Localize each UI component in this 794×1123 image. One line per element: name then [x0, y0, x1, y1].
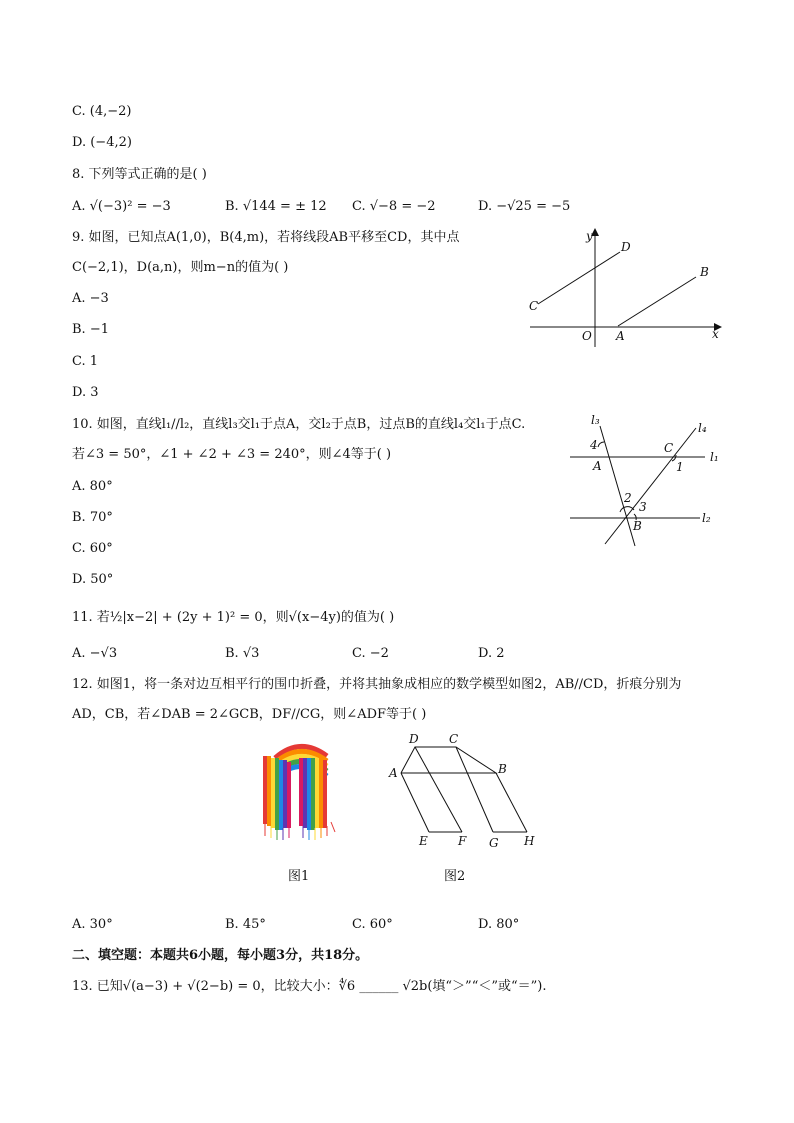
label-3: 3: [639, 500, 647, 514]
label-h: H: [524, 834, 535, 848]
q12-figure2: [385, 730, 540, 855]
q8-option-b: B. √144 = ± 12: [225, 199, 327, 214]
q10-option-c: C. 60°: [72, 541, 113, 556]
label-c: C: [529, 299, 539, 313]
segment-df: [415, 747, 462, 832]
q12-option-a: A. 30°: [72, 917, 113, 932]
segment-bh: [496, 773, 527, 832]
label-d: D: [409, 732, 419, 746]
label-1: 1: [676, 460, 684, 474]
q9-figure: [520, 222, 730, 352]
quad-adcb: [401, 747, 496, 773]
label-o: O: [582, 329, 592, 343]
q9-option-a: A. −3: [72, 291, 109, 306]
q10-option-a: A. 80°: [72, 479, 113, 494]
q9-stem-line2: C(−2,1)，D(a,n)，则m−n的值为( ): [72, 260, 289, 275]
q13-stem: 13. 已知√(a−3) + √(2−b) = 0，比较大小：∜6 ______ √2b(填“＞”“＜”或“＝”).: [72, 979, 547, 994]
q12-stem-line1: 12. 如图1，将一条对边互相平行的围巾折叠，并将其抽象成相应的数学模型如图2，AB//CD，折痕分别为: [72, 677, 682, 692]
label-2: 2: [624, 491, 632, 505]
label-c: C: [449, 732, 459, 746]
label-4: 4: [590, 438, 598, 452]
label-d: D: [621, 240, 631, 254]
label-x: x: [712, 327, 719, 341]
q12-option-c: C. 60°: [352, 917, 393, 932]
label-c: C: [664, 441, 674, 455]
q10-option-d: D. 50°: [72, 572, 114, 587]
label-l4: l₄: [698, 421, 707, 435]
line-l4: [605, 428, 696, 544]
label-y: y: [586, 229, 593, 243]
scarf-left-tail: [263, 756, 291, 830]
label-b: B: [633, 519, 642, 533]
label-f: F: [458, 834, 467, 848]
q10-option-b: B. 70°: [72, 510, 113, 525]
angle4-arc: [598, 442, 604, 447]
label-a: A: [389, 766, 398, 780]
section2-title: 二、填空题：本题共6小题，每小题3分，共18分。: [72, 948, 369, 963]
label-a: A: [593, 459, 602, 473]
q11-option-c: C. −2: [352, 646, 389, 661]
q8-option-a: A. √(−3)² = −3: [72, 199, 171, 214]
q9-option-d: D. 3: [72, 385, 99, 400]
q12-option-d: D. 80°: [478, 917, 520, 932]
label-b: B: [498, 762, 507, 776]
q7-option-d: D. (−4,2): [72, 135, 132, 150]
q12-stem-line2: AD，CB，若∠DAB = 2∠GCB，DF//CG，则∠ADF等于( ): [72, 707, 427, 722]
q10-figure: [560, 410, 730, 550]
figure2-caption: 图2: [444, 869, 466, 884]
scarf-image: [255, 738, 345, 843]
q9-option-b: B. −1: [72, 322, 109, 337]
q7-option-c: C. (4,−2): [72, 104, 132, 119]
label-b: B: [700, 265, 709, 279]
label-e: E: [419, 834, 428, 848]
segment-cd: [538, 252, 620, 304]
label-g: G: [489, 836, 499, 850]
label-l2: l₂: [702, 511, 711, 525]
q10-stem-line2: 若∠3 = 50°，∠1 + ∠2 + ∠3 = 240°，则∠4等于( ): [72, 447, 392, 462]
q11-option-d: D. 2: [478, 646, 505, 661]
q9-stem-line1: 9. 如图，已知点A(1,0)，B(4,m)，若将线段AB平移至CD，其中点: [72, 230, 460, 245]
segment-cg: [456, 747, 493, 832]
q12-option-b: B. 45°: [225, 917, 266, 932]
label-a: A: [616, 329, 625, 343]
q8-option-c: C. √−8 = −2: [352, 199, 436, 214]
scarf-right-tail: [299, 758, 327, 830]
q11-option-b: B. √3: [225, 646, 260, 661]
q10-stem-line1: 10. 如图，直线l₁//l₂，直线l₃交l₁于点A，交l₂于点B，过点B的直线l₄交l₁于点C.: [72, 417, 526, 432]
label-l1: l₁: [710, 450, 719, 464]
segment-ab: [618, 277, 696, 326]
q8-stem: 8. 下列等式正确的是( ): [72, 167, 207, 182]
q11-option-a: A. −√3: [72, 646, 118, 661]
label-l3: l₃: [591, 413, 600, 427]
q11-stem: 11. 若½|x−2| + (2y + 1)² = 0，则√(x−4y)的值为( ): [72, 610, 395, 625]
q9-option-c: C. 1: [72, 354, 99, 369]
q8-option-d: D. −√25 = −5: [478, 199, 571, 214]
figure1-caption: 图1: [288, 869, 310, 884]
segment-ae: [401, 773, 429, 832]
